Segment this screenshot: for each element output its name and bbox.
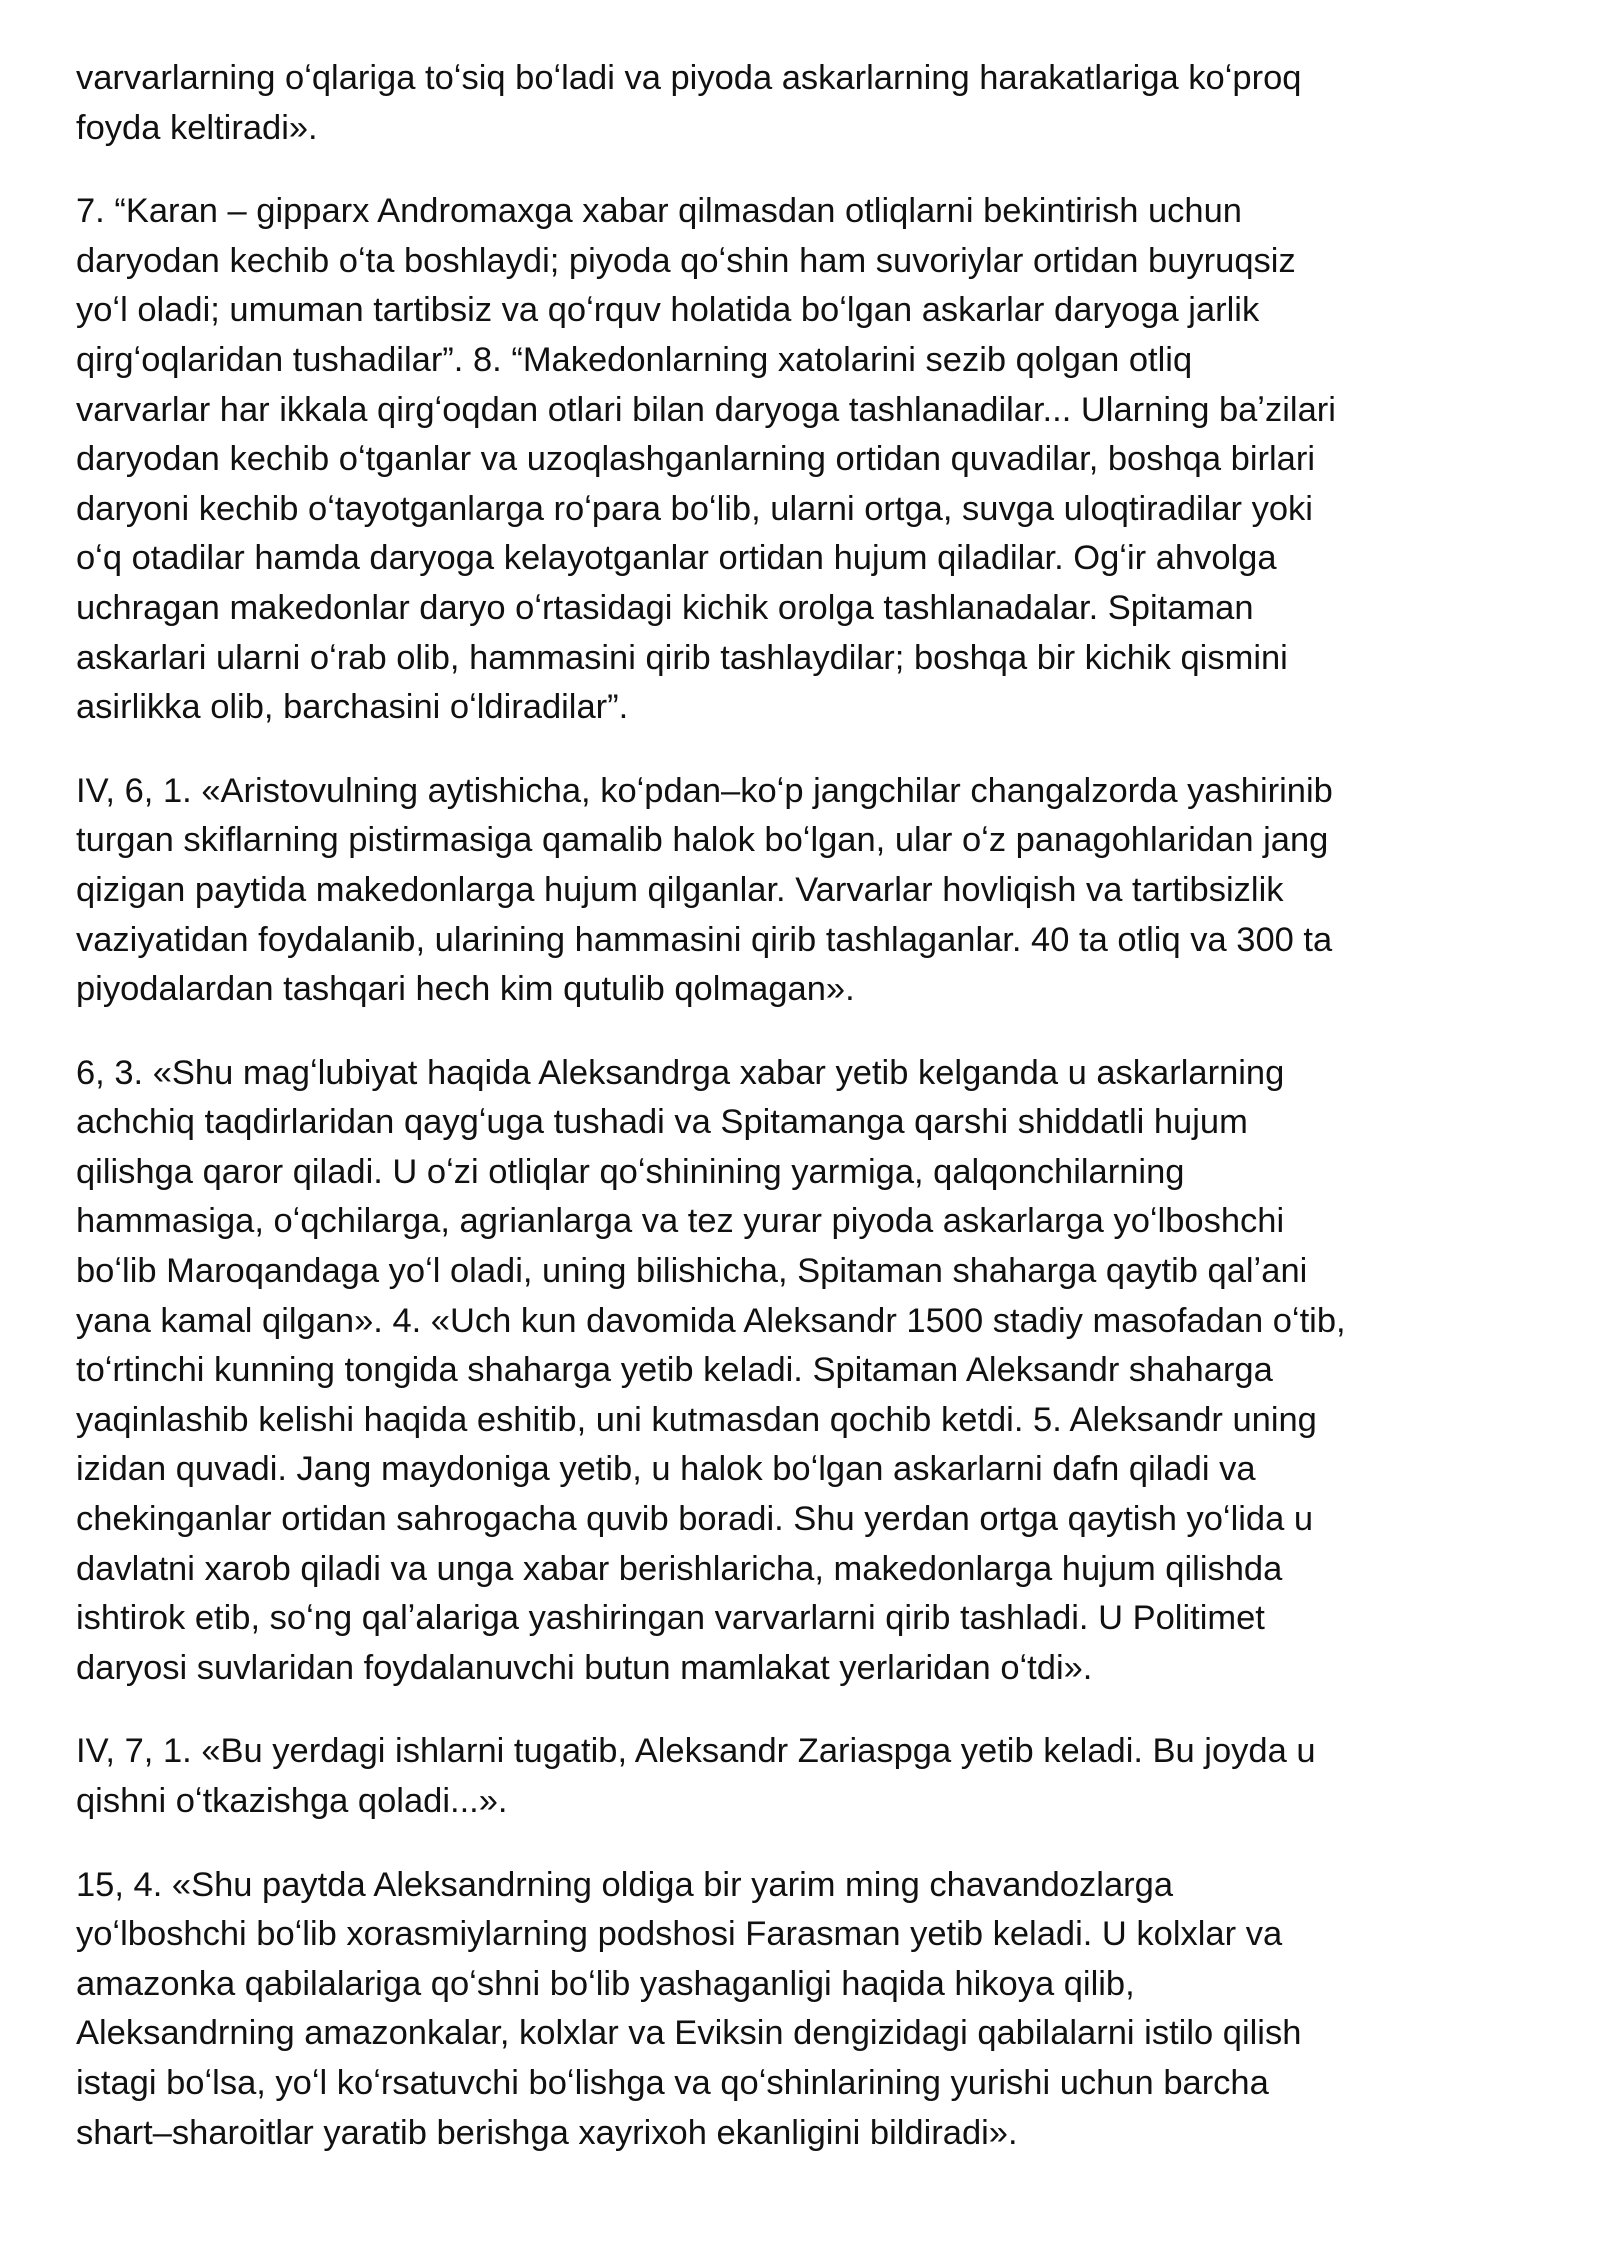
text-line: 15, 4. «Shu paytda Aleksandrning oldiga bir yarim ming chavandozlarga [76, 1865, 1174, 1904]
document-page [76, 54, 1546, 2192]
text-line: ishtirok etib, soʻng qalʼalariga yashiringan varvarlarni qirib tashladi. U Politimet [76, 1599, 1265, 1638]
text-line: IV, 6, 1. «Aristovulning aytishicha, koʻpdan–koʻp jangchilar changalzorda yashirinib [76, 771, 1333, 810]
text-line: qishni oʻtkazishga qoladi...». [76, 1782, 508, 1820]
text-line: qilishga qaror qiladi. U oʻzi otliqlar qoʻshinining yarmiga, qalqonchilarning [76, 1152, 1185, 1191]
text-line: varvarlarning oʻqlariga toʻsiq boʻladi va piyoda askarlarning harakatlariga koʻproq [76, 59, 1302, 97]
text-line: foyda keltiradi». [76, 108, 318, 147]
text-line: istagi boʻlsa, yoʻl koʻrsatuvchi boʻlishga va qoʻshinlarining yurishi uchun barcha [76, 2063, 1269, 2102]
text-line: achchiq taqdirlaridan qaygʻuga tushadi va Spitamanga qarshi shiddatli hujum [76, 1103, 1248, 1142]
text-line: turgan skiflarning pistirmasiga qamalib halok boʻlgan, ular oʻz panagohlaridan jang [76, 821, 1329, 860]
text-line: yaqinlashib kelishi haqida eshitib, uni kutmasdan qochib ketdi. 5. Aleksandr uning [76, 1400, 1317, 1439]
text-line: toʻrtinchi kunning tongida shaharga yetib keladi. Spitaman Aleksandr shaharga [76, 1351, 1273, 1390]
text-line: asirlikka olib, barchasini oʻldiradilar”. [76, 688, 629, 727]
text-line: IV, 7, 1. «Bu yerdagi ishlarni tugatib, Aleksandr Zariaspga yetib keladi. Bu joyda u [76, 1732, 1316, 1771]
text-line: Aleksandrning amazonkalar, kolxlar va Eviksin dengizidagi qabilalarni istilo qilish [76, 2014, 1302, 2053]
text-line: qizigan paytida makedonlarga hujum qilganlar. Varvarlar hovliqish va tartibsizlik [76, 870, 1284, 909]
paragraph [76, 1049, 1546, 1694]
text-line: yoʻlboshchi boʻlib xorasmiylarning podshosi Farasman yetib keladi. U kolxlar va [76, 1915, 1283, 1954]
text-line: davlatni xarob qiladi va unga xabar berishlaricha, makedonlarga hujum qilishda [76, 1549, 1283, 1588]
text-line: piyodalardan tashqari hech kim qutulib qolmagan». [76, 970, 855, 1009]
text-line: 7. “Karan – gipparx Andromaxga xabar qilmasdan otliqlarni bekintirish uchun [76, 192, 1242, 231]
text-line: askarlari ularni oʻrab olib, hammasini qirib tashlaydilar; boshqa bir kichik qismini [76, 638, 1288, 677]
paragraph [76, 187, 1546, 733]
text-line: yana kamal qilgan». 4. «Uch kun davomida Aleksandr 1500 stadiy masofadan oʻtib, [76, 1301, 1346, 1340]
paragraph [76, 1727, 1546, 1826]
paragraph [76, 767, 1546, 1015]
paragraph [76, 54, 1546, 153]
text-line: chekinganlar ortidan sahrogacha quvib boradi. Shu yerdan ortga qaytish yoʻlida u [76, 1500, 1314, 1539]
text-line: izidan quvadi. Jang maydoniga yetib, u halok boʻlgan askarlarni dafn qiladi va [76, 1450, 1256, 1489]
text-line: shart–sharoitlar yaratib berishga xayrixoh ekanligini bildiradi». [76, 2113, 1018, 2152]
text-line: daryosi suvlaridan foydalanuvchi butun mamlakat yerlaridan oʻtdi». [76, 1648, 1093, 1687]
text-line: uchragan makedonlar daryo oʻrtasidagi kichik orolga tashlanadalar. Spitaman [76, 588, 1254, 627]
text-line: daryodan kechib oʻtganlar va uzoqlashganlarning ortidan quvadilar, boshqa birlari [76, 440, 1315, 479]
text-line: 6, 3. «Shu magʻlubiyat haqida Aleksandrga xabar yetib kelganda u askarlarning [76, 1053, 1285, 1092]
text-line: boʻlib Maroqandaga yoʻl oladi, uning bilishicha, Spitaman shaharga qaytib qalʼani [76, 1252, 1308, 1291]
text-line: daryodan kechib oʻta boshlaydi; piyoda qoʻshin ham suvoriylar ortidan buyruqsiz [76, 241, 1296, 280]
paragraph [76, 1861, 1546, 2159]
text-line: vaziyatidan foydalanib, ularining hammasini qirib tashlaganlar. 40 ta otliq va 300 ta [76, 920, 1333, 959]
text-line: amazonka qabilalariga qoʻshni boʻlib yashaganligi haqida hikoya qilib, [76, 1964, 1135, 2003]
text-line: yoʻl oladi; umuman tartibsiz va qoʻrquv holatida boʻlgan askarlar daryoga jarlik [76, 291, 1260, 330]
text-line: qirgʻoqlaridan tushadilar”. 8. “Makedonlarning xatolarini sezib qolgan otliq [76, 340, 1193, 379]
text-line: hammasiga, oʻqchilarga, agrianlarga va tez yurar piyoda askarlarga yoʻlboshchi [76, 1202, 1285, 1241]
text-line: varvarlar har ikkala qirgʻoqdan otlari bilan daryoga tashlanadilar... Ularning baʼzilari [76, 390, 1336, 429]
text-line: daryoni kechib oʻtayotganlarga roʻpara boʻlib, ularni ortga, suvga uloqtiradilar yoki [76, 489, 1313, 528]
text-line: oʻq otadilar hamda daryoga kelayotganlar ortidan hujum qiladilar. Ogʻir ahvolga [76, 539, 1277, 578]
